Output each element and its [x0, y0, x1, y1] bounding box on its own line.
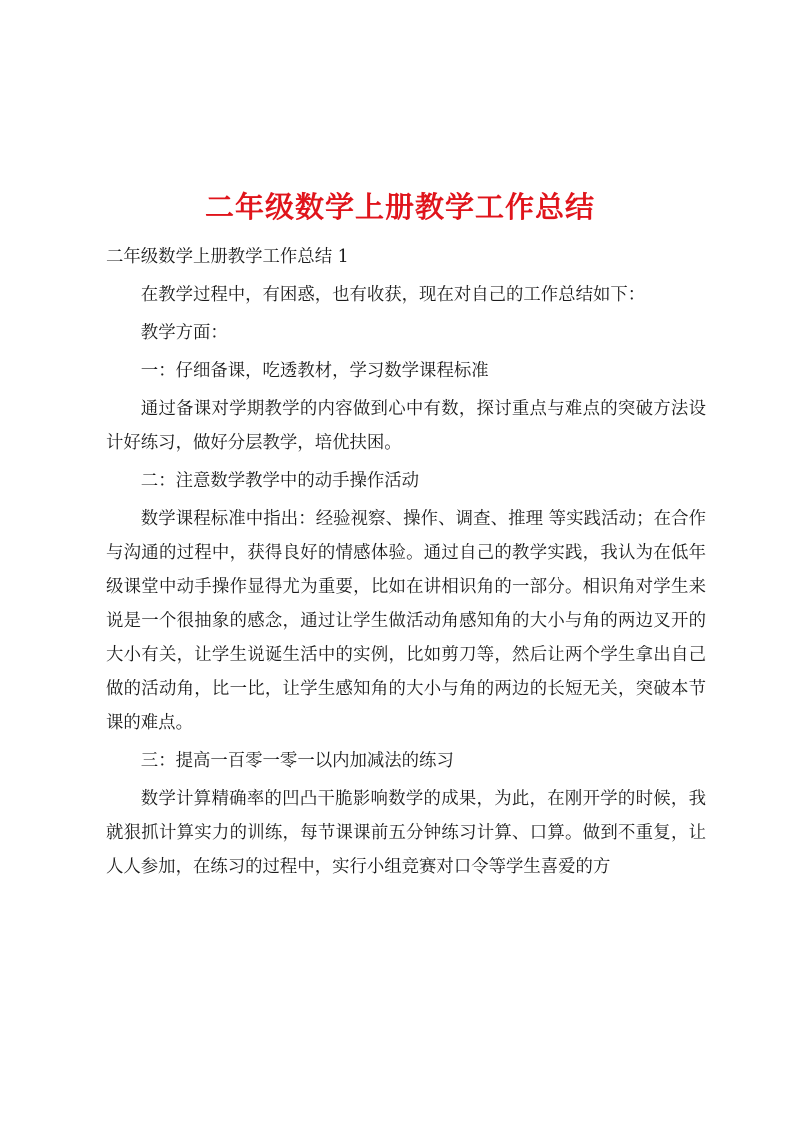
paragraph-point-two-heading: 二：注意数学教学中的动手操作活动	[140, 471, 420, 491]
document-title: 二年级数学上册教学工作总结	[204, 190, 595, 225]
paragraph-point-three-heading: 三：提高一百零一零一以内加减法的练习	[140, 751, 454, 771]
paragraph-teaching-aspect: 教学方面：	[140, 323, 228, 343]
paragraph-point-one-body: 通过备课对学期教学的内容做到心中有数，探讨重点与难点的突破方法设计好练习，做好分层教学，培优扶困。	[106, 399, 706, 453]
section-heading: 二年级数学上册教学工作总结 1	[106, 247, 349, 267]
paragraph-point-two-body: 数学课程标准中指出：经验视察、操作、调查、推理 等实践活动；在合作与沟通的过程中，获得良好的情感体验。通过自己的教学实践，我认为在低年级课堂中动手操作显得尤为重要，比如在讲相识角的一部分。相识角对学生来说是一个很抽象的感念，通过让学生做活动角感知角的大小与角的两边叉开的大小有关，让学生说诞生活中的实例，比如剪刀等，然后让两个学生拿出自己做的活动角，比一比，让学生感知角的大小与角的两边的长短无关，突破本节课的难点。	[106, 509, 706, 733]
document-body	[106, 240, 706, 888]
paragraph-point-one-heading: 一：仔细备课，吃透教材，学习数学课程标准	[140, 361, 489, 381]
paragraph-intro: 在教学过程中，有困惑，也有收获，现在对自己的工作总结如下：	[140, 285, 646, 305]
paragraph-point-three-body: 数学计算精确率的凹凸干脆影响数学的成果，为此，在刚开学的时候，我就狠抓计算实力的训练，每节课课前五分钟练习计算、口算。做到不重复，让人人参加，在练习的过程中，实行小组竞赛对口令等学生喜爱的方	[106, 789, 706, 877]
